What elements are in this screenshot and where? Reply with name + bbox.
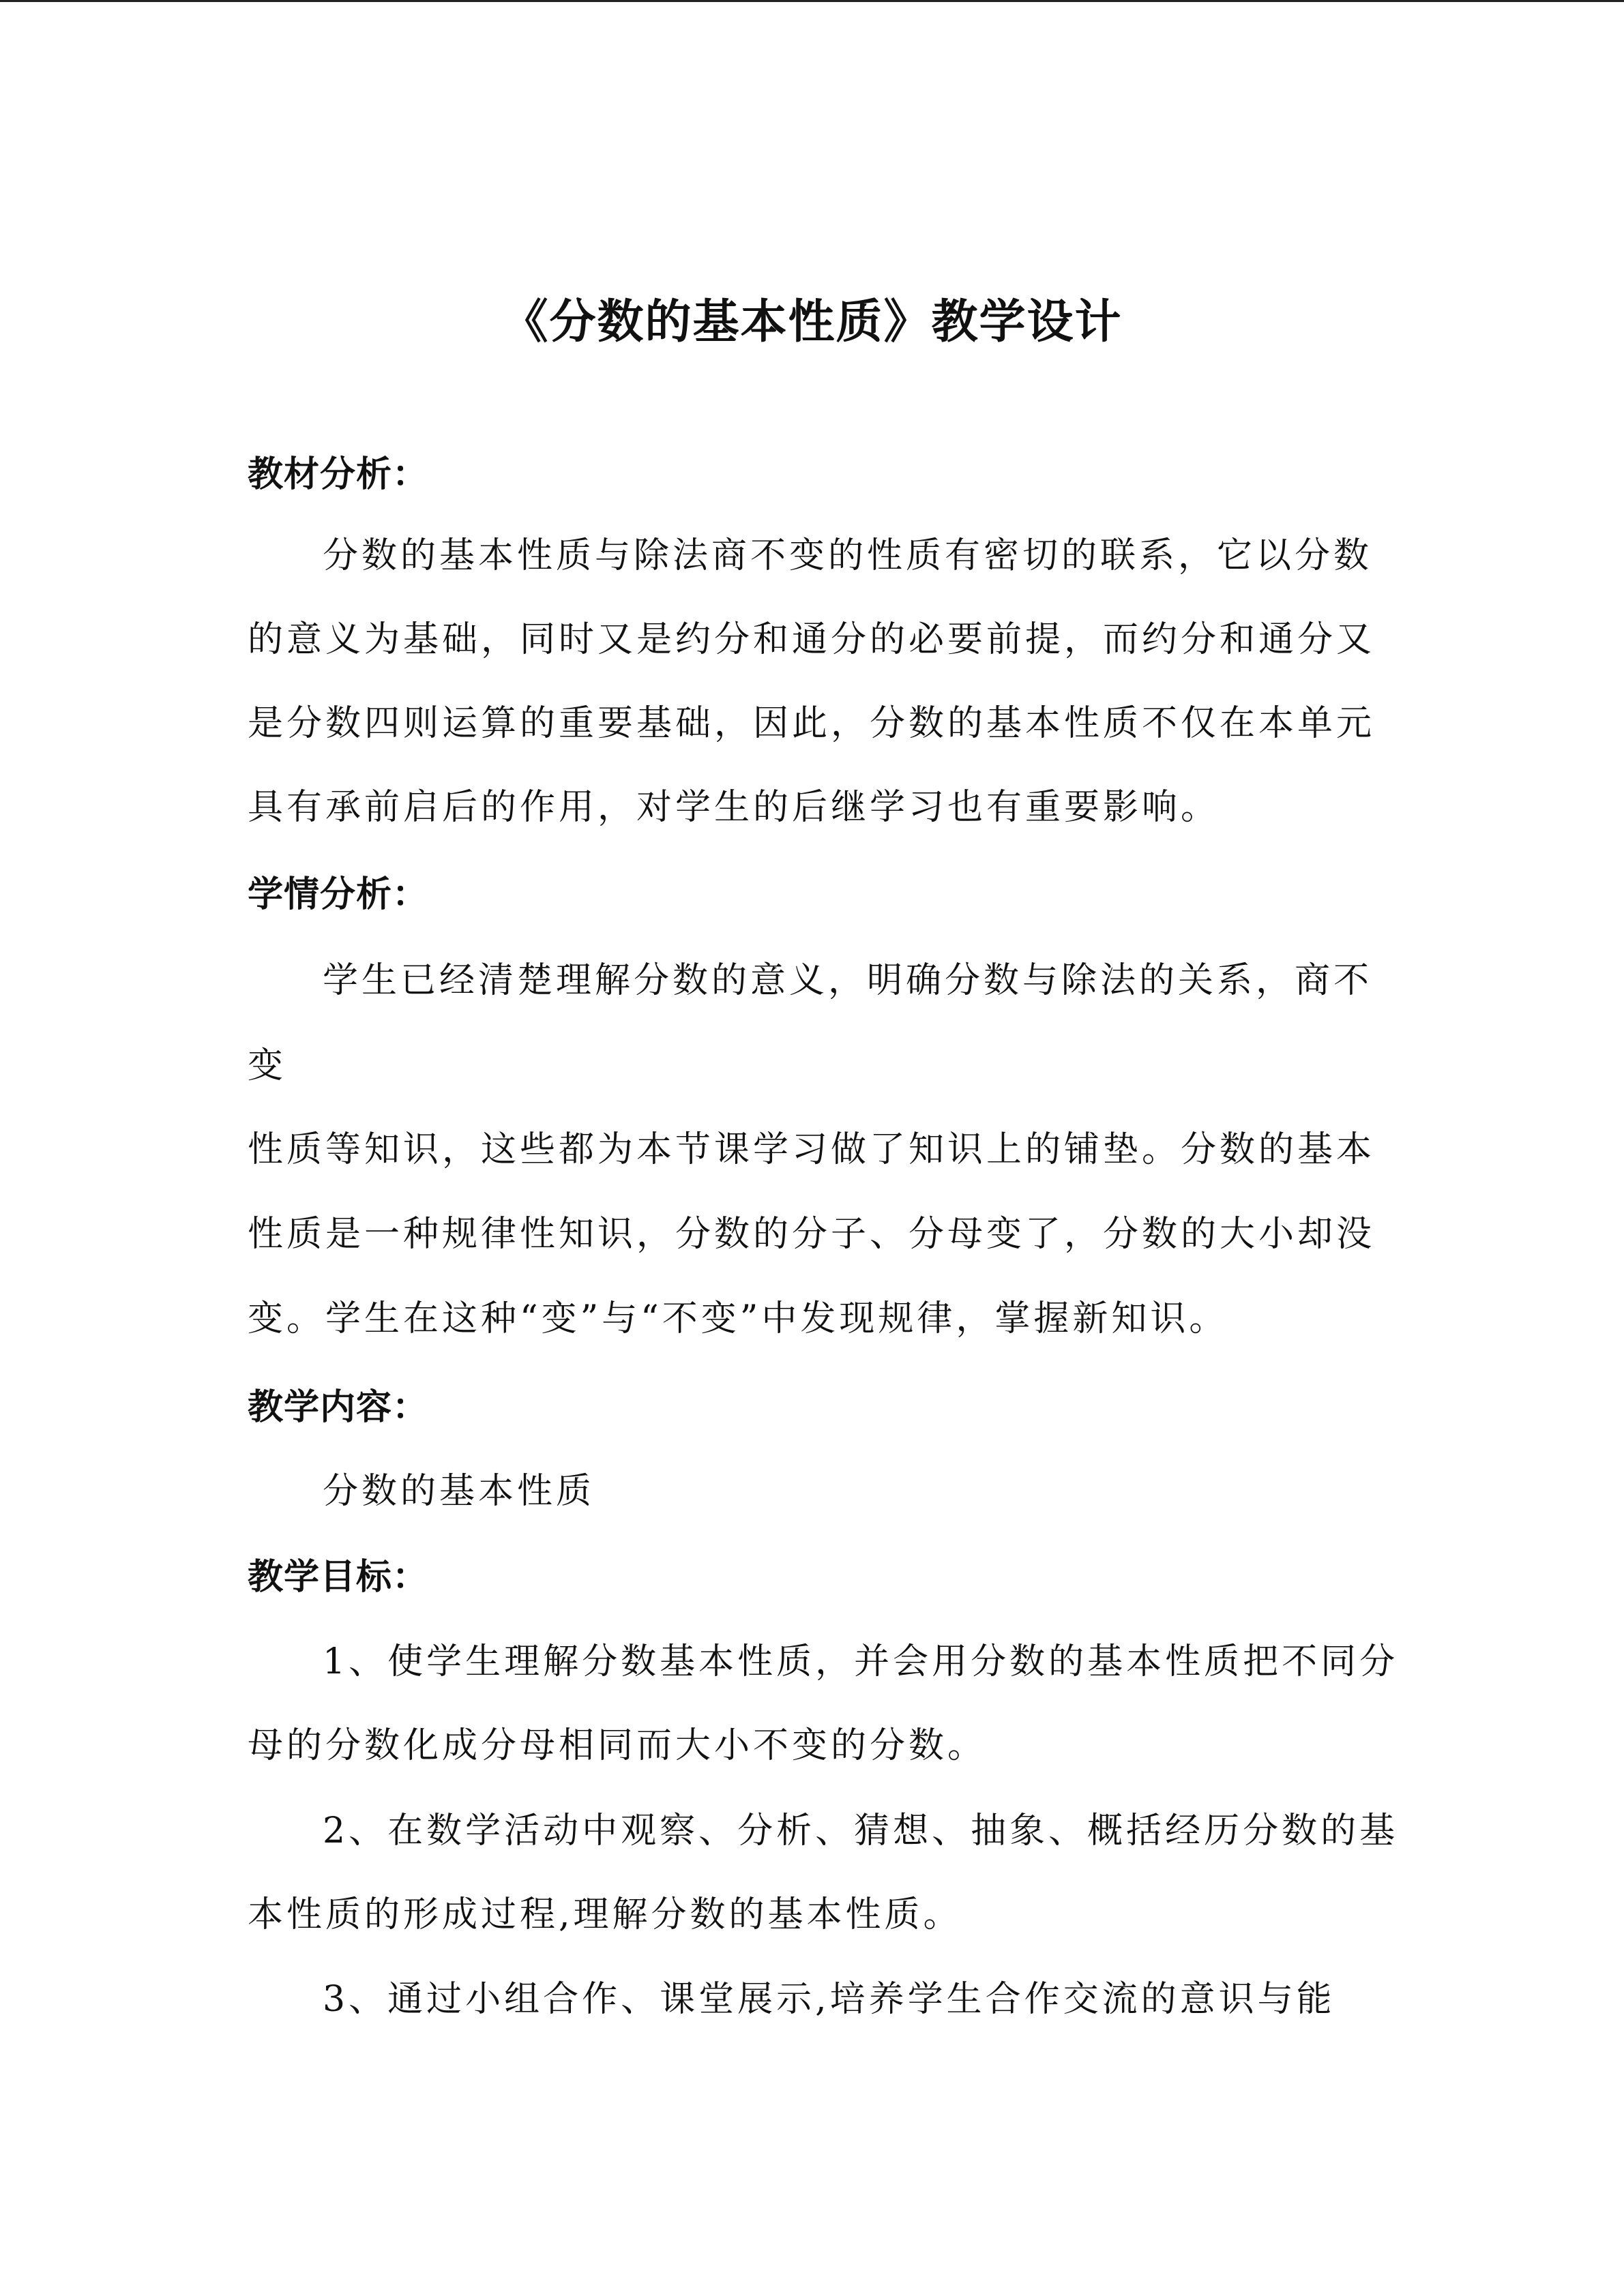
paragraph-line: 变 — [248, 1045, 287, 1086]
section-heading-teaching-objectives: 教学目标： — [248, 1557, 429, 1598]
paragraph-line: 具有承前启后的作用，对学生的后继学习也有重要影响。 — [248, 787, 1220, 828]
paragraph-line: 是分数四则运算的重要基础，因此，分数的基本性质不仅在本单元 — [248, 703, 1376, 744]
paragraph-line: 分数的基本性质与除法商不变的性质有密切的联系，它以分数 — [323, 535, 1373, 576]
objective-line: 1、使学生理解分数基本性质，并会用分数的基本性质把不同分 — [323, 1641, 1399, 1682]
paragraph-line: 性质等知识，这些都为本节课学习做了知识上的铺垫。分数的基本 — [248, 1129, 1376, 1170]
objective-line: 3、通过小组合作、课堂展示,培养学生合作交流的意识与能 — [323, 1979, 1335, 2020]
paragraph-line: 的意义为基础，同时又是约分和通分的必要前提，而约分和通分又 — [248, 619, 1376, 660]
objective-line: 母的分数化成分母相同而大小不变的分数。 — [248, 1725, 987, 1766]
paragraph-line: 分数的基本性质 — [323, 1471, 595, 1512]
section-heading-learner-analysis: 学情分析： — [248, 874, 429, 915]
objective-line: 本性质的形成过程,理解分数的基本性质。 — [248, 1894, 962, 1935]
section-heading-textbook-analysis: 教材分析： — [248, 454, 429, 495]
top-border-line — [0, 0, 1624, 2]
document-title: 《分数的基本性质》教学设计 — [501, 295, 1123, 349]
section-heading-teaching-content: 教学内容： — [248, 1387, 429, 1428]
paragraph-line: 学生已经清楚理解分数的意义，明确分数与除法的关系，商不 — [323, 960, 1373, 1001]
objective-line: 2、在数学活动中观察、分析、猜想、抽象、概括经历分数的基 — [323, 1810, 1399, 1851]
paragraph-line: 变。学生在这种“变”与“不变”中发现规律，掌握新知识。 — [248, 1298, 1228, 1339]
paragraph-line: 性质是一种规律性知识，分数的分子、分母变了，分数的大小却没 — [248, 1214, 1376, 1255]
